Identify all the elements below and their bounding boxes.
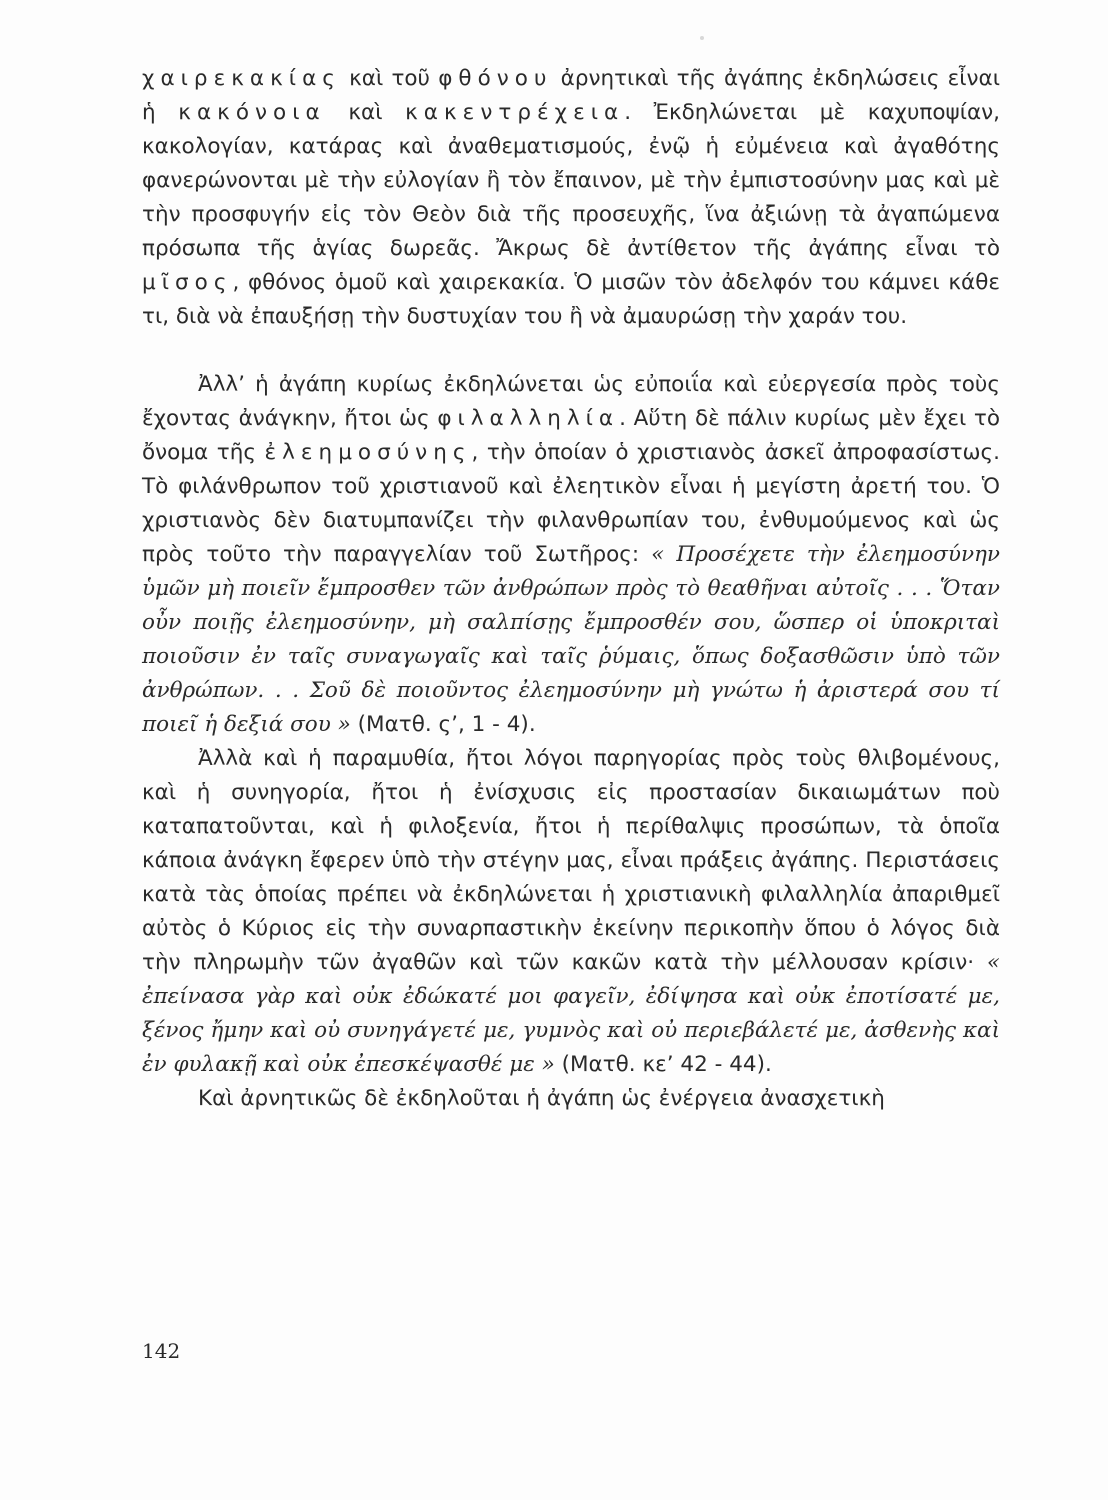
scripture-quote: « Προσέχετε τὴν ἐλεημοσύνην ὑμῶν μὴ ποιεῖν ἔμπροσθεν τῶν ἀνθρώπων πρὸς τὸ θεαθῆναι αὐτοῖς . . . Ὅταν οὖν ποιῇς ἐλεημοσύνην, μὴ σαλπίσῃς ἔμπροσθέν σου, ὥσπερ οἱ ὑποκριταὶ ποιοῦσιν ἐν ταῖς συναγωγαῖς καὶ ταῖς ῥύμαις, ὅπως δοξασθῶσιν ὑπὸ τῶν ἀνθρώπων. . . Σοῦ δὲ ποιοῦντος ἐλεημοσύνην μὴ γνώτω ἡ ἀριστερά σου τί ποιεῖ ἡ δεξιά σου » bbox=[142, 542, 1000, 737]
text-run: . Αὕτη δὲ πάλιν κυρίως μὲν ἔχει τὸ ὄνομα τῆς bbox=[142, 406, 1000, 465]
spaced-word: κακόνοια bbox=[178, 100, 326, 125]
spaced-word: φιλαλληλία bbox=[437, 406, 620, 431]
spaced-word: μῖσος bbox=[142, 270, 233, 295]
text-run: Ἀλλὰ καὶ ἡ παραμυθία, ἤτοι λόγοι παρηγορίας πρὸς τοὺς θλιβομένους, καὶ ἡ συνηγορία, ἤτοι ἡ ἐνίσχυσις εἰς προστασίαν δικαιωμάτων ποὺ καταπατοῦνται, καὶ ἡ φιλοξενία, ἤτοι ἡ περίθαλψις προσώπων, τὰ ὁποῖα κάποια ἀνάγκη ἔφερεν ὑπὸ τὴν στέγην μας, εἶναι πράξεις ἀγάπης. Περιστάσεις κατὰ τὰς ὁποίας πρέπει νὰ ἐκδηλώνεται ἡ χριστιανικὴ φιλαλληλία ἀπαριθμεῖ αὐτὸς ὁ Κύριος εἰς τὴν συναρπαστικὴν ἐκείνην περικοπὴν ὅπου ὁ λόγος διὰ τὴν πληρωμὴν τῶν ἀγαθῶν καὶ τῶν κακῶν κατὰ τὴν μέλλουσαν κρίσιν· bbox=[142, 746, 1000, 975]
citation: (Ματθ. ς’, 1 - 4). bbox=[350, 712, 536, 737]
text-run: ἀρνητικαὶ τῆς ἀγάπης ἐκδηλώσεις εἶναι ἡ bbox=[142, 66, 1000, 125]
text-run: καὶ bbox=[325, 100, 406, 125]
spaced-word: φθόνου bbox=[438, 66, 553, 91]
scan-speck bbox=[700, 36, 704, 40]
scripture-quote: « ἐπείνασα γὰρ καὶ οὐκ ἐδώκατέ μοι φαγεῖν, ἐδίψησα καὶ οὐκ ἐποτίσατέ με, ξένος ἤμην καὶ οὐ συνηγάγετέ με, γυμνὸς καὶ οὐ περιεβάλετέ με, ἀσθενὴς καὶ ἐν φυλακῇ καὶ οὐκ ἐπεσκέψασθέ με » bbox=[142, 950, 1000, 1077]
text-run: . Ἐκδηλώνεται μὲ καχυποψίαν, κακολογίαν, κατάρας καὶ ἀναθεματισμούς, ἐνῷ ἡ εὐμένεια καὶ ἀγαθότης φανερώνονται μὲ τὴν εὐλογίαν ἢ τὸν ἔπαινον, μὲ τὴν ἐμπιστοσύνην μας καὶ μὲ τὴν προσφυγήν εἰς τὸν Θεὸν διὰ τῆς προσευχῆς, ἵνα ἀξιώνῃ τὰ ἀγαπώμενα πρόσωπα τῆς ἁγίας δωρεᾶς. Ἄκρως δὲ ἀντίθετον τῆς ἀγάπης εἶναι τὸ bbox=[142, 100, 1000, 261]
text-run: , φθόνος ὁμοῦ καὶ χαιρεκακία. Ὁ μισῶν τὸν ἀδελφόν του κάμνει κάθε τι, διὰ νὰ ἐπαυξήσῃ τὴν δυστυχίαν του ἢ νὰ ἀμαυρώσῃ τὴν χαράν του. bbox=[142, 270, 1000, 329]
text-run: , τὴν ὁποίαν ὁ χριστιανὸς ἀσκεῖ ἀπροφασίστως. Τὸ φιλάνθρωπον τοῦ χριστιανοῦ καὶ ἐλεητικὸν εἶναι ἡ μεγίστη ἀρετή του. Ὁ χριστιανὸς δὲν διατυμπανίζει τὴν φιλανθρωπίαν του, ἐνθυμούμενος καὶ ὡς πρὸς τοῦτο τὴν παραγγελίαν τοῦ Σωτῆρος: bbox=[142, 440, 1000, 567]
page-number: 142 bbox=[142, 1339, 181, 1363]
spaced-word: ἐλεημοσύνης bbox=[264, 440, 472, 465]
spaced-word: κακεντρέχεια bbox=[405, 100, 625, 125]
paragraph bbox=[142, 1082, 1000, 1116]
citation: (Ματθ. κε’ 42 - 44). bbox=[554, 1052, 772, 1077]
paragraph bbox=[142, 368, 1000, 742]
body-text bbox=[142, 62, 1000, 1116]
text-run: καὶ τοῦ bbox=[340, 66, 439, 91]
paragraph bbox=[142, 742, 1000, 1082]
paragraph bbox=[142, 62, 1000, 334]
spaced-word: χαιρεκακίας bbox=[142, 66, 341, 91]
text-run: Καὶ ἀρνητικῶς δὲ ἐκδηλοῦται ἡ ἀγάπη ὡς ἐνέργεια ἀνασχετικὴ bbox=[198, 1086, 885, 1111]
text-run: Ἀλλ’ ἡ ἀγάπη κυρίως ἐκδηλώνεται ὡς εὐποιΐα καὶ εὐεργεσία πρὸς τοὺς ἔχοντας ἀνάγκην, ἤτοι ὡς bbox=[142, 372, 1000, 431]
